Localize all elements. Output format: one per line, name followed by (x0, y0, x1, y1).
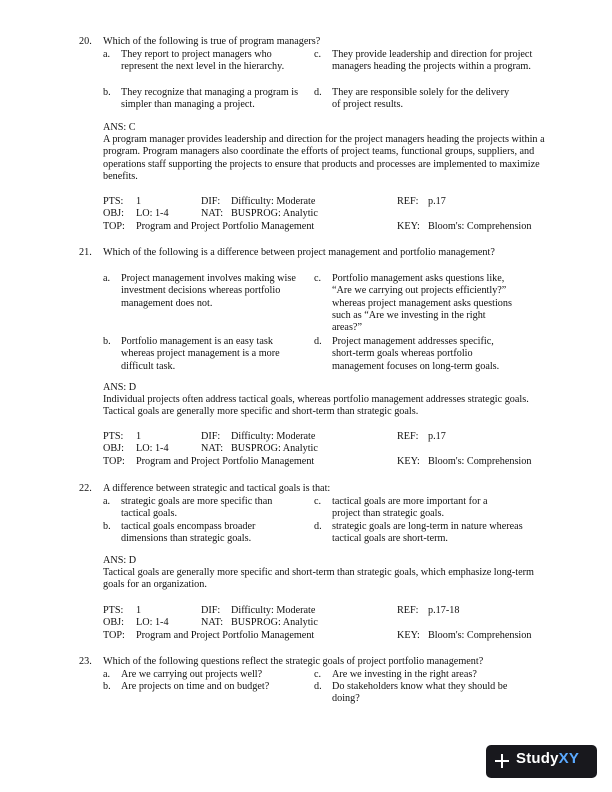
dif-label: DIF: (201, 605, 221, 616)
option-text: They are responsible solely for the delivery of project results. (332, 87, 510, 111)
top-value: Program and Project Portfolio Management (136, 455, 315, 467)
top-value: Program and Project Portfolio Management (136, 220, 315, 232)
top-label: TOP: (103, 220, 125, 232)
option-text: Are projects on time and on budget? (121, 681, 270, 692)
plus-icon (494, 753, 510, 769)
explanation: A program manager provides leadership and direction for the project managers heading the projects within a program. Program managers also coordinate the efforts of project teams, functional groups, suppliers, and operations staff supporting the projects to ensure that products and processes are implemented to maximize benefits. (103, 134, 545, 182)
pts-value: 1 (136, 431, 142, 442)
nat-label: NAT: (201, 443, 224, 455)
question-text: Which of the following questions reflect the strategic goals of project portfolio management? (103, 656, 484, 667)
explanation: Tactical goals are generally more specific and short-term than strategic goals, which emphasize long-term goals for an organization. (103, 567, 534, 591)
option-text: Do stakeholders know what they should be doing? (332, 681, 508, 705)
pts-label: PTS: (103, 196, 124, 207)
ref-label: REF: (397, 605, 419, 616)
answer: ANS: D (103, 555, 137, 566)
option-text: They recognize that managing a program is simpler than managing a project. (121, 87, 299, 111)
option-label: a. (103, 49, 111, 60)
option-label: d. (314, 336, 322, 347)
option-label: b. (103, 336, 111, 347)
top-label: TOP: (103, 629, 125, 641)
option-label: b. (103, 87, 111, 98)
answer: ANS: C (103, 122, 136, 133)
nat-value: BUSPROG: Analytic (231, 443, 318, 455)
key-label: KEY: (397, 455, 420, 467)
nat-value: BUSPROG: Analytic (231, 617, 318, 629)
obj-label: OBJ: (103, 617, 124, 629)
option-text: Portfolio management is an easy task whereas project management is a more difficult task. (121, 336, 280, 372)
option-text: Are we carrying out projects well? (121, 669, 263, 680)
key-value: Bloom's: Comprehension (428, 629, 532, 641)
nat-label: NAT: (201, 617, 224, 629)
top-label: TOP: (103, 455, 125, 467)
question-number: 23. (79, 656, 92, 667)
answer: ANS: D (103, 382, 137, 393)
option-label: b. (103, 521, 111, 532)
option-label: a. (103, 273, 111, 284)
key-label: KEY: (397, 629, 420, 641)
option-text: strategic goals are long-term in nature whereas tactical goals are short-term. (332, 521, 523, 545)
pts-label: PTS: (103, 431, 124, 442)
dif-value: Difficulty: Moderate (231, 196, 316, 207)
ref-value: p.17 (428, 431, 446, 442)
option-label: a. (103, 669, 111, 680)
key-label: KEY: (397, 220, 420, 232)
pts-label: PTS: (103, 605, 124, 616)
question-text: A difference between strategic and tactical goals is that: (103, 483, 331, 494)
question-metadata (103, 196, 553, 233)
option-text: Are we investing in the right areas? (332, 669, 477, 680)
key-value: Bloom's: Comprehension (428, 455, 532, 467)
nat-value: BUSPROG: Analytic (231, 208, 318, 220)
question-metadata (103, 431, 553, 468)
option-text: Project management addresses specific, short-term goals whereas portfolio management focuses on long-term goals. (332, 336, 500, 372)
brand-main: Study (516, 750, 559, 767)
option-text: strategic goals are more specific than tactical goals. (121, 496, 273, 520)
option-label: d. (314, 521, 322, 532)
dif-value: Difficulty: Moderate (231, 431, 316, 442)
option-label: d. (314, 681, 322, 692)
brand-name (516, 750, 580, 767)
option-text: Portfolio management asks questions like, “Are we carrying out projects efficiently?” whereas project management asks questions such as “Are we investing in the right areas?” (332, 273, 512, 334)
option-label: a. (103, 496, 111, 507)
nat-label: NAT: (201, 208, 224, 220)
obj-label: OBJ: (103, 208, 124, 220)
dif-label: DIF: (201, 431, 221, 442)
question-text: Which of the following is true of program managers? (103, 36, 321, 47)
question-number: 20. (79, 36, 92, 47)
brand-accent: XY (558, 750, 580, 767)
option-label: b. (103, 681, 111, 692)
ref-value: p.17-18 (428, 605, 460, 616)
option-text: tactical goals encompass broader dimensions than strategic goals. (121, 521, 256, 545)
option-text: They report to project managers who represent the next level in the hierarchy. (121, 49, 285, 73)
question-number: 21. (79, 247, 92, 258)
option-text: tactical goals are more important for a project than strategic goals. (332, 496, 488, 520)
ref-label: REF: (397, 431, 419, 442)
option-label: d. (314, 87, 322, 98)
obj-label: OBJ: (103, 443, 124, 455)
question-metadata (103, 605, 553, 642)
option-label: c. (314, 273, 322, 284)
ref-label: REF: (397, 196, 419, 207)
key-value: Bloom's: Comprehension (428, 220, 532, 232)
obj-value: LO: 1-4 (136, 617, 169, 629)
option-text: They provide leadership and direction for project managers heading the projects within a program. (332, 49, 533, 73)
obj-value: LO: 1-4 (136, 443, 169, 455)
obj-value: LO: 1-4 (136, 208, 169, 220)
dif-label: DIF: (201, 196, 221, 207)
dif-value: Difficulty: Moderate (231, 605, 316, 616)
option-label: c. (314, 49, 322, 60)
top-value: Program and Project Portfolio Management (136, 629, 315, 641)
pts-value: 1 (136, 196, 142, 207)
option-label: c. (314, 669, 322, 680)
option-label: c. (314, 496, 322, 507)
studyxy-logo (486, 745, 597, 778)
pts-value: 1 (136, 605, 142, 616)
option-text: Project management involves making wise investment decisions whereas portfolio management does not. (121, 273, 296, 309)
question-text: Which of the following is a difference between project management and portfolio management? (103, 247, 495, 258)
question-number: 22. (79, 483, 92, 494)
explanation: Individual projects often address tactical goals, whereas portfolio management addresses strategic goals. Tactical goals are generally more specific and short-term than strategic goals. (103, 394, 529, 418)
ref-value: p.17 (428, 196, 446, 207)
